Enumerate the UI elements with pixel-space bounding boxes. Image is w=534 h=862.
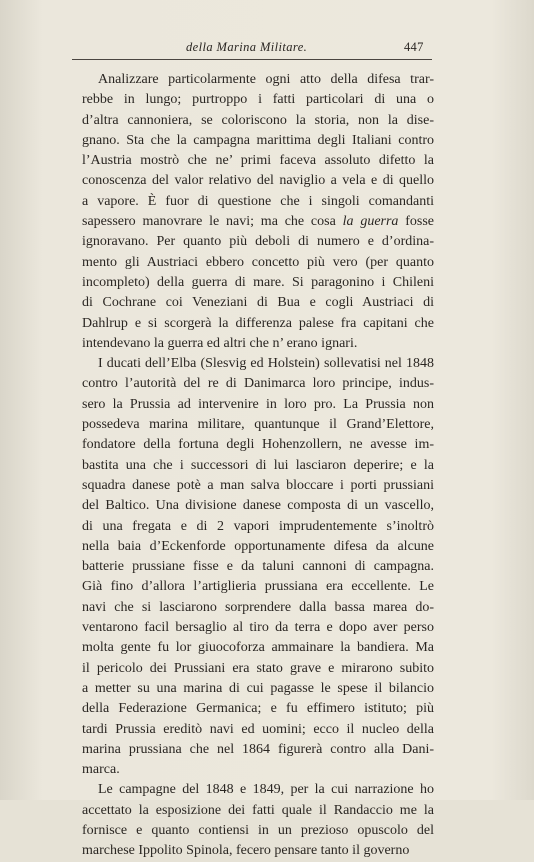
page-number: 447 bbox=[404, 40, 424, 54]
text-line: contro l’autorità del re di Danimarca loro principe, indus- bbox=[82, 376, 434, 392]
text-line: fornisce e quanto contiensi in un prezioso opuscolo del bbox=[82, 822, 434, 838]
text-line: l’Austria mostrò che ne’ primi faceva assoluto difetto la bbox=[82, 153, 434, 169]
text-line: squadra danese potè a man salva bloccare i porti prussiani bbox=[82, 477, 434, 493]
text-line: mento gli Austriaci ebbero concetto più vero (per quanto bbox=[82, 254, 434, 270]
page-header bbox=[0, 40, 534, 60]
text-line: a metter su una marina di cui pagasse le spese il bilancio bbox=[82, 680, 434, 696]
text-line: gnano. Sta che la campagna marittima degli Italiani contro bbox=[82, 132, 434, 148]
text-line: marca. bbox=[82, 762, 120, 778]
text-line: intendevano la guerra ed altri che n’ erano ignari. bbox=[82, 335, 358, 351]
body-text bbox=[82, 70, 434, 862]
text-line: Già fino d’allora l’artiglieria prussiana era eccellente. Le bbox=[82, 579, 434, 595]
text-line: Dahlrup e si scorgerà la differenza palese fra capitani che bbox=[82, 315, 434, 331]
text-line: ignoravano. Per quanto più deboli di numero e d’ordina- bbox=[82, 234, 434, 250]
text-line: possedeva marina militare, quantunque il Grand’Elettore, bbox=[82, 417, 434, 433]
text-line: conoscenza del valor relativo del naviglio a vela e di quello bbox=[82, 173, 434, 189]
text-line: accettato la esposizione dei fatti quale il Randaccio me la bbox=[82, 802, 434, 818]
text-line: marina prussiana che nel 1864 figurerà contro alla Dani- bbox=[82, 741, 434, 757]
italic-phrase: la guerra bbox=[342, 214, 399, 230]
text-line: del Baltico. Una divisione danese composta di un vascello, bbox=[82, 498, 434, 514]
text-line: molta gente fu lor giuocoforza ammainare la bandiera. Ma bbox=[82, 640, 434, 656]
text-line: batterie prussiane fisse e da taluni cannoni di campagna. bbox=[82, 559, 434, 575]
text-line: di una fregata e di 2 vapori imprudentemente s’inoltrò bbox=[82, 518, 434, 534]
text-line: di Cochrane coi Veneziani di Bua e cogli Austriaci di bbox=[82, 295, 434, 311]
text-line: sapessero manovrare le navi; ma che cosa la guerra fosse bbox=[82, 214, 435, 230]
text-line: incompleto) della guerra di mare. Si paragonino i Chileni bbox=[82, 274, 434, 290]
text-line: marchese Ippolito Spinola, fecero pensare tanto il governo bbox=[82, 843, 410, 859]
text-line: il pericolo dei Prussiani era stato grave e mirarono subito bbox=[82, 660, 434, 676]
text-line: della Federazione Germanica; e fu effimero istituto; più bbox=[82, 701, 434, 717]
header-rule bbox=[72, 59, 432, 60]
running-title: della Marina Militare. bbox=[186, 40, 308, 54]
text-line: d’altra cannoniera, se coloriscono la storia, non la dise- bbox=[82, 112, 434, 128]
text-line: I ducati dell’Elba (Slesvig ed Holstein) sollevatisi nel 1848 bbox=[98, 356, 434, 372]
text-line: Analizzare particolarmente ogni atto della difesa trar- bbox=[98, 72, 434, 87]
text-line: a vapore. È fuor di questione che i singoli comandanti bbox=[82, 193, 434, 209]
text-line: navi che si lasciarono sorprendere dalla bassa marea do- bbox=[82, 599, 434, 615]
text-line: sero la Prussia ad intervenire in loro pro. La Prussia non bbox=[82, 396, 434, 412]
text-line: ventarono facil bersaglio al tiro da terra e dopo aver perso bbox=[82, 620, 434, 636]
text-line: Le campagne del 1848 e 1849, per la cui narrazione ho bbox=[98, 782, 434, 798]
text-line: rebbe in lungo; purtroppo i fatti particolari di una o bbox=[82, 92, 434, 108]
text-line: tardi Prussia ereditò navi ed uomini; ecco il nucleo della bbox=[82, 721, 434, 737]
text-line: bastita una che i successori di lui lasciaron deperire; e la bbox=[82, 457, 434, 473]
text-line: nella baia d’Eckenforde opportunamente difesa da alcune bbox=[82, 538, 434, 554]
text-line: fondatore della fortuna degli Hohenzollern, ne avesse im- bbox=[82, 437, 434, 453]
